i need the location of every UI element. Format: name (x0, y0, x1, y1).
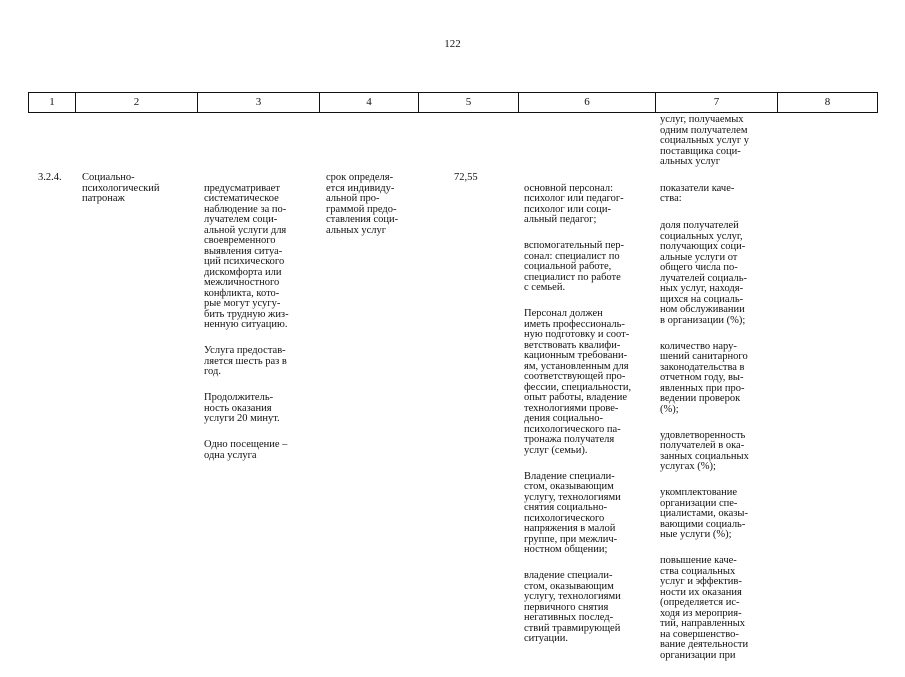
column-header-1: 1 (29, 93, 76, 113)
page-number: 122 (444, 38, 461, 50)
indicators-paragraph: количество нару- шений санитарного законодательства в отчетном году, вы- явленных при про- ведении проверок (%); (660, 340, 748, 415)
indicators-paragraph: повышение каче- ства социальных услуг и эффектив- ности их оказания (определяется ис- ходя из мероприя- тий, направленных на совершенство- вание деятельности организации при (660, 555, 749, 661)
indicators-paragraph: доля получателей социальных услуг, получающих соци- альные услуги от общего числа по- лучателей социаль- ных услуг, находя- щихся на социаль- ном обслуживании в организации (%); (660, 220, 747, 326)
conditions-paragraph: Владение специали- стом, оказывающим услугу, технологиями снятия социально- психологического напряжения в малой группе, при межлич- ностном общении; (524, 470, 621, 555)
carryover-indicators-text: услуг, получаемых одним получателем социальных услуг у поставщика соци- альных услуг (660, 114, 750, 167)
column-number-header (28, 92, 878, 113)
row-number: 3.2.4. (38, 172, 62, 183)
description-paragraph: Продолжитель- ность оказания услуги 20 минут. (204, 392, 280, 424)
conditions-paragraph: основной персонал: психолог или педагог- психолог или соци- альный педагог; (524, 182, 624, 225)
conditions-paragraph: Персонал должен иметь профессиональ- ную подготовку и соот- ветствовать квалифи- кационным требовани- ям, установленным для соответствующей про- фессии, специальности, опыт работы, владение технологиями прове- дения социально- психологического па- тронажа получателя услуг (семьи). (524, 308, 632, 456)
column-header-8: 8 (778, 93, 878, 113)
description-paragraph: предусматривает систематическое наблюдение за по- лучателем соци- альной услуги для своевременного выявления ситуа- ций психического дискомфорта или межличностного конфликта, кото- рые могут усугу- бить трудную жиз- ненную ситуацию. (204, 182, 289, 330)
column-header-7: 7 (656, 93, 778, 113)
column-header-6: 6 (519, 93, 656, 113)
indicators-paragraph: удовлетворенность получателей в ока- занных социальных услугах (%); (660, 429, 749, 472)
column-header-4: 4 (320, 93, 419, 113)
conditions-paragraph: владение специали- стом, оказывающим услугу, технологиями первичного снятия негативных послед- ствий травмирующей ситуации. (524, 570, 621, 644)
service-conditions (524, 173, 652, 660)
column-header-2: 2 (76, 93, 198, 113)
description-paragraph: Одно посещение – одна услуга (204, 439, 288, 461)
service-name: Социально- психологический патронаж (82, 172, 160, 204)
description-paragraph: Услуга предостав- ляется шесть раз в год. (204, 345, 287, 377)
service-tariff: 72,55 (454, 172, 478, 183)
service-description (204, 173, 316, 477)
column-header-5: 5 (419, 93, 519, 113)
column-header-3: 3 (198, 93, 320, 113)
indicators-paragraph: показатели каче- ства: (660, 182, 735, 204)
indicators-paragraph: укомплектование организации спе- циалистами, оказы- вающими социаль- ные услуги (%); (660, 487, 748, 540)
conditions-paragraph: вспомогательный пер- сонал: специалист по социальной работе, специалист по работе с семьей. (524, 240, 625, 293)
service-term: срок определя- ется индивиду- альной про- граммой предо- ставления соци- альных услуг (326, 172, 399, 236)
quality-indicators (660, 173, 776, 677)
